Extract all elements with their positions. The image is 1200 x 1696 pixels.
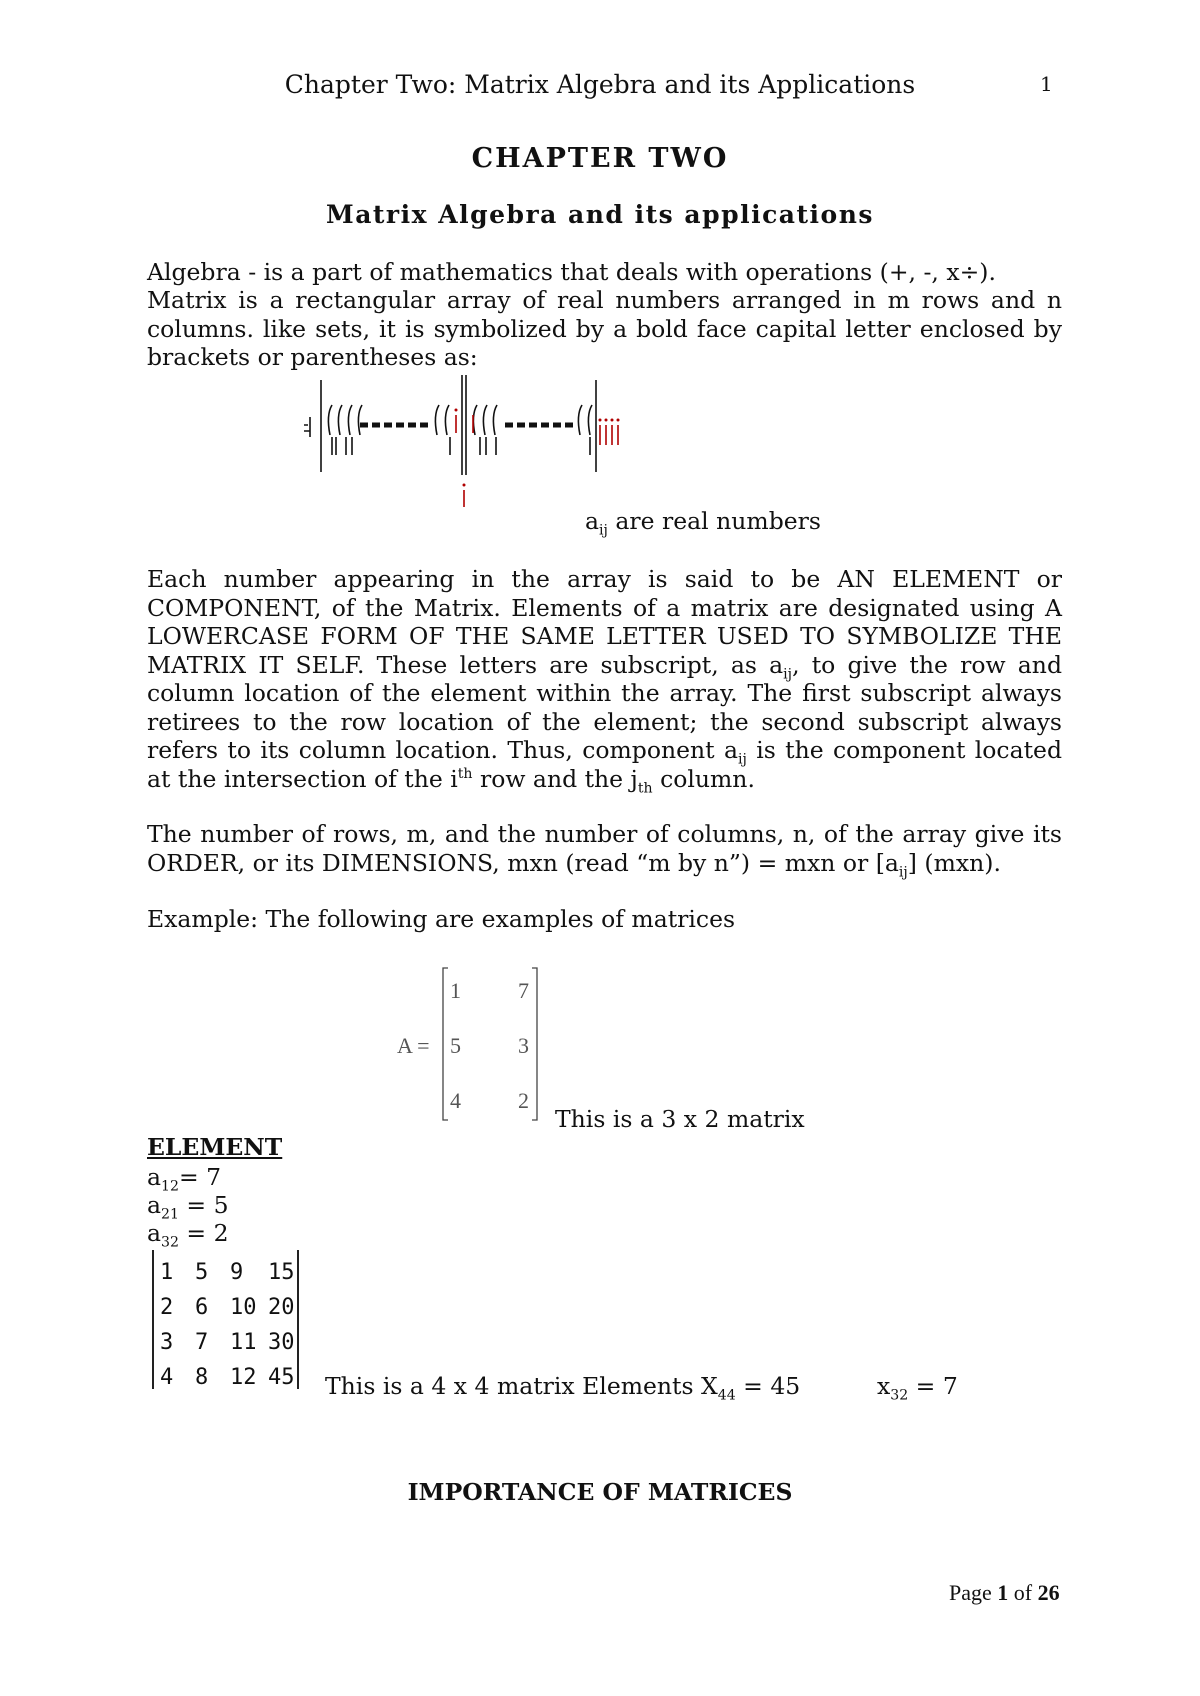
chapter-title: CHAPTER TWO	[471, 143, 729, 174]
matrix-x-cell: 2	[160, 1295, 174, 1320]
matrix-a-cell: 5	[450, 1033, 461, 1058]
matrix-a-cell: 4	[450, 1088, 461, 1113]
element-item: $a_{21} = 5$	[147, 1191, 229, 1223]
element-item: $a_{12}= 7$	[147, 1163, 222, 1195]
matrix-x-cell: 5	[195, 1260, 209, 1285]
matrix-x-cell: 8	[195, 1365, 209, 1390]
general-matrix-notation	[300, 375, 630, 515]
matrix-a-label: A =	[397, 1033, 430, 1058]
example-label: Example: The following are examples of matrices	[147, 905, 736, 933]
element-definition-paragraph: Each number appearing in the array is said to be AN ELEMENT or COMPONENT, of the Matrix. Elements of a matrix are designated using A LOWERCASE FORM OF THE SAME LETTER USED TO SYMBOLIZE THE MATRIX IT SELF. These letters are subscript, as $a_{ij}$, to give the row and column location of the element within the array. The first subscript always retirees to the row location of the element; the second subscript always refers to its column location. Thus, component $a_{ij}$ is the component located at the intersection of the $i^{th}$ row and the $j_{th}$ column.	[147, 565, 1063, 797]
order-paragraph: The number of rows, m, and the number of columns, n, of the array give its ORDER, or its DIMENSIONS, mxn (read “m by n”) = mxn or $[a_{ij}]$ (mxn).	[147, 820, 1062, 881]
matrix-a-cell: 2	[518, 1088, 529, 1113]
matrix-x-cell: 4	[160, 1365, 174, 1390]
matrix-x-cell: 1	[160, 1260, 174, 1285]
page-footer: Page 1 of 26	[949, 1580, 1060, 1605]
matrix-x-grid	[160, 1255, 295, 1395]
matrix-x-cell: 45	[268, 1365, 295, 1390]
matrix-a-caption: This is a 3 x 2 matrix	[555, 1105, 805, 1133]
intro-paragraph: Matrix is a rectangular array of real numbers arranged in m rows and n columns. like sets, it is symbolized by a bold face capital letter enclosed by brackets or parentheses as:	[147, 286, 1062, 371]
matrix-a-cell: 3	[518, 1033, 529, 1058]
header-page-number: 1	[1040, 72, 1053, 96]
matrix-x-cell: 15	[268, 1260, 295, 1285]
matrix-x-caption: This is a 4 x 4 matrix Elements $X_{44} = 45$	[325, 1372, 801, 1404]
matrix-x-cell: 20	[268, 1295, 295, 1320]
matrix-a-cell: 1	[450, 978, 461, 1003]
importance-heading: IMPORTANCE OF MATRICES	[407, 1478, 793, 1506]
element-item: $a_{32} = 2$	[147, 1219, 229, 1251]
matrix-x-cell: 3	[160, 1330, 174, 1355]
matrix-x-caption-2: $x_{32} = 7$	[877, 1372, 958, 1404]
matrix-x-cell: 9	[230, 1260, 244, 1285]
matrix-x-cell: 6	[195, 1295, 209, 1320]
matrix-x-cell: 7	[195, 1330, 209, 1355]
matrix-x-cell: 12	[230, 1365, 257, 1390]
running-header: Chapter Two: Matrix Algebra and its Applications	[284, 70, 916, 99]
element-heading: ELEMENT	[147, 1133, 283, 1161]
matrix-x-cell: 11	[230, 1330, 257, 1355]
intro-line: Algebra - is a part of mathematics that deals with operations (+, -, x÷).	[147, 258, 996, 286]
matrix-x-cell: 30	[268, 1330, 295, 1355]
general-matrix-caption: $a_{ij}$ are real numbers	[585, 507, 821, 539]
chapter-subtitle: Matrix Algebra and its applications	[326, 200, 874, 229]
matrix-a-cell: 7	[518, 978, 529, 1003]
matrix-x-cell: 10	[230, 1295, 257, 1320]
